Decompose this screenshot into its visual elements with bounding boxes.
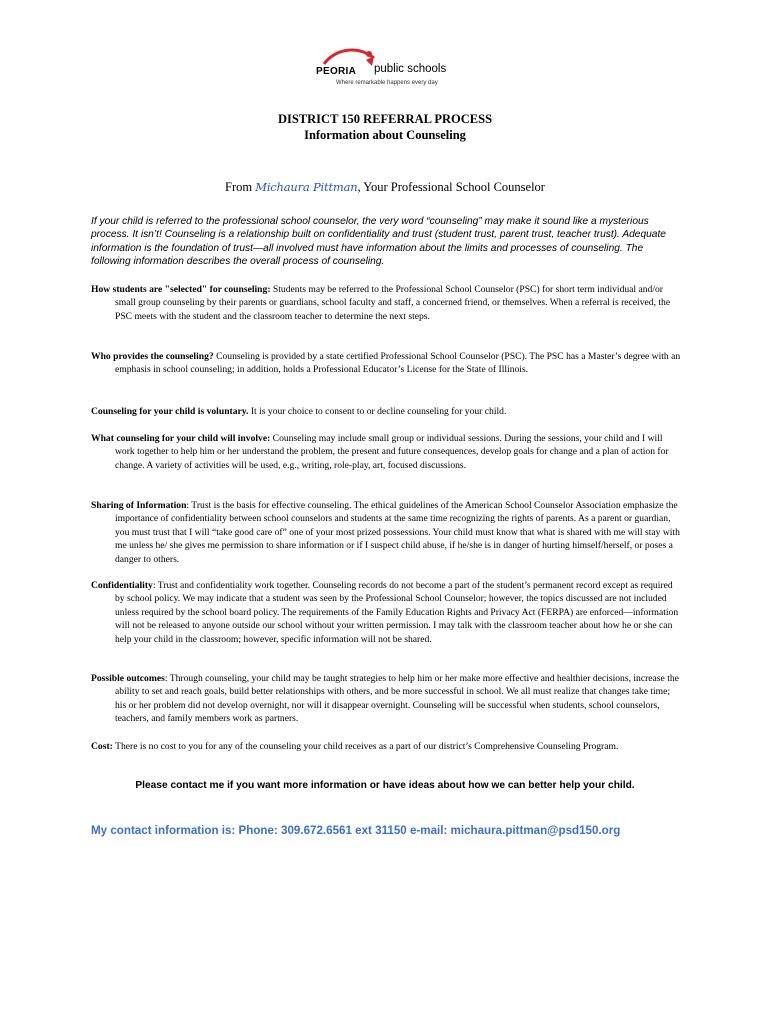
section-heading: Counseling for your child is voluntary. xyxy=(91,406,249,417)
section-voluntary xyxy=(91,405,683,418)
section-text: Students may be referred to the Professional School Counselor (PSC) for short term individual and/or small group counseling by their parents or guardians, school faculty and staff, a concerned friend, or themselves. When a referral is received, the PSC meets with the student and the classroom teacher to determine the next steps. xyxy=(115,284,671,322)
section-sharing xyxy=(91,499,683,566)
section-outcomes xyxy=(91,672,683,726)
section-involvement xyxy=(91,432,683,472)
section-selection xyxy=(91,283,683,323)
section-heading: Sharing of Information xyxy=(91,500,187,511)
counselor-signature: Michaura Pittman xyxy=(255,180,358,194)
from-line xyxy=(0,180,770,195)
section-text: : Trust and confidentiality work together. Counseling records do not become a part of the student’s permanent record except as required by school policy. We may indicate that a student was seen by the Professional School Counselor; however, the topics discussed are not included unless required by the school board policy. The requirements of the Family Education Rights and Privacy Act (FERPA) are enforced—information will not be released to anyone outside our school without your written permission. I may talk with the classroom teacher about how he or she can help your child in the classroom; however, specific information will not be shared. xyxy=(115,580,679,645)
from-suffix: , Your Professional School Counselor xyxy=(357,180,545,194)
logo-tagline: Where remarkable happens every day xyxy=(336,80,438,86)
section-heading: How students are "selected" for counseling: xyxy=(91,284,271,295)
from-prefix: From xyxy=(225,180,256,194)
section-cost xyxy=(91,740,683,753)
section-confidentiality xyxy=(91,579,683,646)
section-heading: What counseling for your child will involve: xyxy=(91,433,271,444)
page-subtitle: Information about Counseling xyxy=(304,128,466,142)
section-provider xyxy=(91,350,683,377)
section-text: Counseling may include small group or individual sessions. During the sessions, your child and I will work together to help him or her understand the problem, the present and future consequences, develop goals for change and a plan of action for change. A variety of activities will be used, e.g., writing, role-play, art, focused discussions. xyxy=(115,433,669,471)
section-text: : Through counseling, your child may be taught strategies to help him or her make more effective and healthier decisions, increase the ability to set and reach goals, build better relationships with others, and be more successful in school. We all must realize that changes take time; his or her problem did not develop overnight, nor will it disappear overnight. Counseling will be successful when students, school counselors, teachers, and family members work as partners. xyxy=(115,673,679,725)
section-text: There is no cost to you for any of the counseling your child receives as a part of our district’s Comprehensive Counseling Program. xyxy=(112,741,619,752)
section-heading: Cost: xyxy=(91,741,113,752)
section-text: : Trust is the basis for effective counseling. The ethical guidelines of the American School Counselor Association emphasize the importance of confidentiality between school counselors and students at the same time recognizing the rights of parents. As a parent or guardian, you must trust that I will “take good care of” one of your most prized possessions. Your child must know that what is shared with me will stay with me unless he/ she gives me permission to share information or if I suspect child abuse, if he/she is in danger of hurting himself/herself, or poses a danger to others. xyxy=(115,500,680,565)
section-heading: Who provides the counseling? xyxy=(91,351,214,362)
contact-info: My contact information is: Phone: 309.672.6561 ext 31150 e-mail: michaura.pittman@psd150.org xyxy=(91,824,621,837)
section-text: It is your choice to consent to or decline counseling for your child. xyxy=(248,406,507,417)
closing-line: Please contact me if you want more information or have ideas about how we can better help your child. xyxy=(135,780,635,791)
page-title: DISTRICT 150 REFERRAL PROCESS xyxy=(277,112,493,126)
intro-paragraph: If your child is referred to the professional school counselor, the very word “counseling” may make it sound like a mysterious process. It isn’t! Counseling is a relationship built on confidentiality and trust (student trust, parent trust, teacher trust). Adequate information is the foundation of trust—all involved must have information about the limits and processes of counseling. The following information describes the overall process of counseling. xyxy=(91,216,666,268)
section-text: Counseling is provided by a state certified Professional School Counselor (PSC). The PSC has a Master’s degree with an emphasis in school counseling; in addition, holds a Professional Educator’s License for the State of Illinois. xyxy=(115,351,681,376)
section-heading: Possible outcomes xyxy=(91,673,165,684)
logo-name: public schools xyxy=(374,63,447,75)
section-heading: Confidentiality xyxy=(91,580,153,591)
peoria-public-schools-logo xyxy=(316,46,466,94)
logo-brand: PEORIA xyxy=(316,66,357,77)
